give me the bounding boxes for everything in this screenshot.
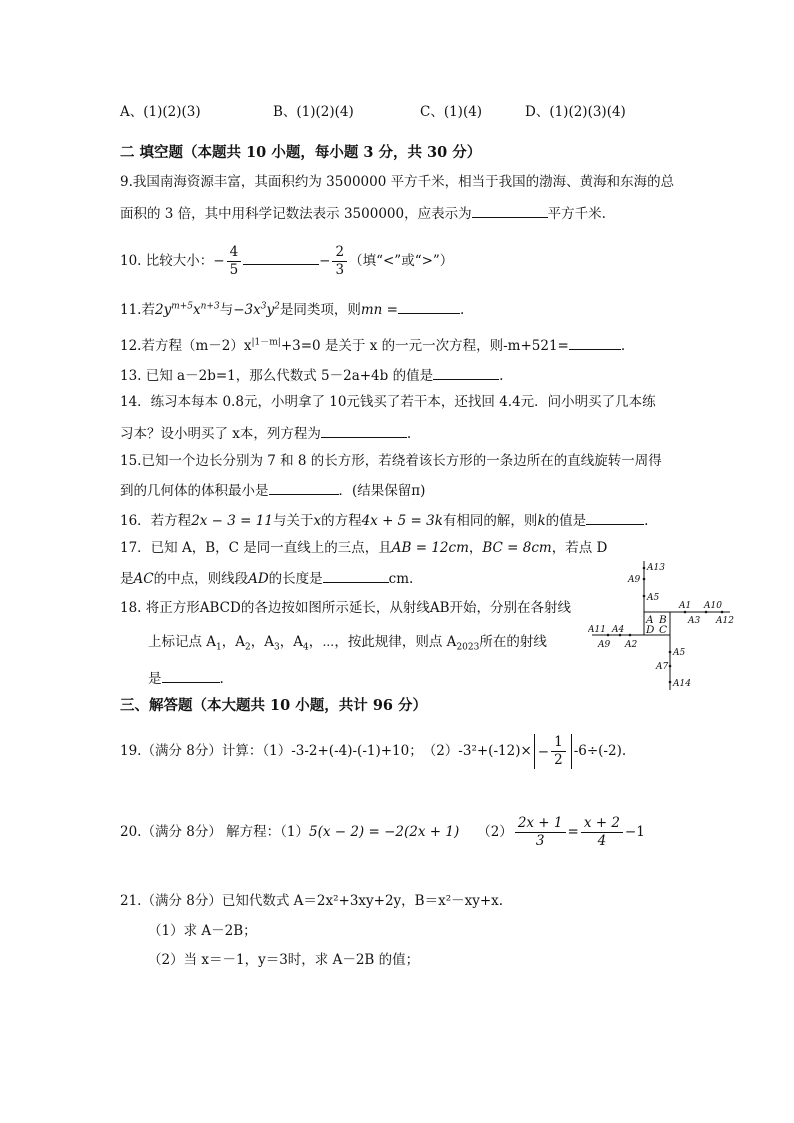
q16-text-d: 有相同的解，则 — [442, 513, 538, 529]
q17-line1 — [120, 538, 607, 558]
q18-period: . — [219, 671, 224, 687]
q17-ac: AC — [133, 571, 154, 587]
q16-equation-2: 4x + 5 = 3k — [361, 513, 443, 529]
option-d: D、(1)(2)(3)(4) — [525, 104, 626, 120]
q16-text-c: 的方程 — [321, 513, 362, 529]
q18-text-e: ，⋯，按此规律，则点 A — [308, 634, 457, 650]
q11-and: 与 — [219, 302, 234, 318]
label-a9: A9 — [598, 640, 611, 650]
q11-term1-x: x — [193, 302, 201, 318]
q20-part2-label: （2） — [477, 824, 513, 840]
q15-text: 到的几何体的体积最小是 — [120, 483, 269, 499]
label-B: B — [659, 614, 667, 626]
q10-hint: （填“<”或“>”） — [349, 253, 454, 269]
q13-period: . — [499, 368, 504, 384]
q10-fraction-1 — [227, 244, 242, 279]
q16-equation-1: 2x − 3 = 11 — [191, 513, 273, 529]
q20-fraction-1 — [515, 815, 566, 850]
q11-text: 是同类项，则 — [279, 302, 361, 318]
q17-ab: AB = 12cm — [391, 540, 469, 556]
q21-line1: 21.（满分 8分）已知代数式 A＝2x²+3xy+2y，B＝x²－xy+x. — [120, 893, 504, 909]
label-a14: A14 — [673, 679, 691, 689]
q20-f2-den: 4 — [597, 833, 607, 849]
q18-sub-1: 1 — [216, 642, 222, 653]
q10-f2-den: 3 — [335, 262, 345, 278]
q17-unit: cm. — [388, 571, 414, 587]
q15-note: ．(结果保留π) — [338, 483, 426, 499]
q19-den: 2 — [554, 752, 563, 768]
q15-line1: 15.已知一个边长分别为 7 和 8 的长方形，若绕着该长方形的一条边所在的直线旋转一周得 — [120, 453, 662, 469]
q18-answer-blank[interactable] — [162, 667, 220, 683]
q10-minus: − — [319, 253, 331, 269]
q10-prefix: 10. 比较大小：− — [120, 253, 225, 269]
q17-text-d: 的中点，则线段 — [153, 571, 249, 587]
section-3-title: 三、解答题（本大题共 10 小题，共计 96 分） — [120, 697, 428, 714]
q14-text: 习本？设小明买了 x本，列方程为 — [120, 426, 321, 442]
q17-text-c: 是 — [120, 571, 134, 587]
q14-period: . — [406, 426, 412, 442]
q14-answer-blank[interactable] — [321, 422, 407, 438]
q19-fraction — [551, 734, 566, 769]
q18-text-c: ，A — [250, 634, 275, 650]
q10-fraction-2 — [332, 244, 347, 279]
q10-answer-blank[interactable] — [243, 249, 319, 265]
q9-answer-blank[interactable] — [472, 202, 548, 218]
label-a5: A5 — [647, 593, 660, 603]
q20-f1-num: 2x + 1 — [515, 815, 566, 833]
q20-line — [120, 812, 645, 852]
q18-text-g: 是 — [148, 671, 162, 687]
q18-line3 — [148, 667, 224, 689]
q12-exponent: |1－m| — [251, 337, 281, 348]
label-a13: A13 — [647, 563, 665, 573]
q20-equation-1: 5(x − 2) = −2(2x + 1) — [308, 824, 460, 840]
option-c: C、(1)(4) — [420, 104, 483, 120]
q10-line — [120, 244, 453, 279]
label-a9-top: A9 — [628, 575, 641, 585]
label-a12: A12 — [716, 616, 734, 626]
q20-minus-one: −1 — [624, 824, 645, 840]
q18-sub-2023: 2023 — [456, 642, 480, 653]
q14-line1: 14．练习本每本 0.8元，小明拿了 10元钱买了若干本，还找回 4.4元．问小明买了几本练 — [120, 394, 656, 410]
q18-sub-3: 3 — [274, 642, 280, 653]
q17-bc: BC = 8cm — [482, 540, 552, 556]
q17-text-a: 17．已知 A，B，C 是同一直线上的三点，且 — [120, 540, 392, 556]
q11-line — [120, 298, 464, 320]
q16-answer-blank[interactable] — [586, 509, 644, 525]
q16-var-k: k — [537, 513, 546, 529]
q11-term1-coef: 2y — [154, 302, 172, 318]
q18-text-b: ，A — [221, 634, 246, 650]
q10-f1-den: 5 — [229, 262, 239, 278]
label-a4: A4 — [612, 625, 625, 635]
q21-line2: （1）求 A－2B； — [148, 923, 257, 939]
q12-answer-blank[interactable] — [569, 334, 621, 350]
q21-line3: （2）当 x＝－1，y＝3时，求 A－2B 的值； — [148, 952, 420, 968]
q11-term1-exp-y: m+5 — [171, 301, 194, 312]
q20-f1-den: 3 — [535, 833, 545, 849]
q11-term2-exp-x: 3 — [260, 301, 267, 312]
q17-text-e: 的长度是 — [268, 571, 323, 587]
q11-term2-exp-y: 2 — [274, 301, 280, 312]
label-a2: A2 — [625, 640, 638, 650]
q16-text-b: 与关于 — [272, 513, 314, 529]
q16-period: . — [644, 513, 649, 529]
q18-line2 — [148, 632, 547, 652]
q9-line2 — [120, 202, 606, 224]
q19-text: 19.（满分 8分）计算：（1）-3-2+(-4)-(-1)+10； （2）-3²+(-12)× — [120, 743, 532, 759]
q20-fraction-2 — [581, 815, 623, 850]
q9-text: 面积的 3 倍，其中用科学记数法表示 3500000，应表示为 — [120, 206, 472, 222]
q11-answer-blank[interactable] — [398, 298, 460, 314]
q17-line2 — [120, 567, 413, 589]
label-a3: A3 — [688, 616, 701, 626]
option-a: A、(1)(2)(3) — [120, 104, 201, 120]
q9-line1: 9.我国南海资源丰富，其面积约为 3500000 平方千米，相当于我国的渤海、黄海和东海的总 — [120, 174, 675, 190]
q9-unit: 平方千米. — [547, 206, 606, 222]
q19-text-end: -6÷(-2). — [573, 743, 627, 759]
q15-line2 — [120, 479, 425, 501]
label-a11: A11 — [588, 625, 606, 635]
q20-equals: = — [567, 824, 579, 840]
choice-options — [120, 102, 626, 122]
q10-f2-num: 2 — [332, 244, 347, 262]
q17-answer-blank[interactable] — [323, 567, 389, 583]
q18-line1: 18. 将正方形ABCD的各边按如图所示延长，从射线AB开始，分别在各射线 — [120, 600, 572, 616]
label-D: D — [646, 624, 655, 636]
q19-num: 1 — [551, 734, 566, 752]
q11-period: . — [459, 302, 465, 318]
label-a1: A1 — [679, 601, 692, 611]
q19-absolute-value — [534, 734, 572, 769]
q11-term2-y: y — [266, 302, 275, 318]
q20-text: 20.（满分 8分） 解方程：（1） — [120, 824, 309, 840]
label-A: A — [646, 614, 654, 626]
label-a10: A10 — [704, 601, 722, 611]
q11-term2-coef: −3x — [233, 302, 261, 318]
label-C: C — [659, 624, 668, 636]
section-2-title: 二 填空题（本题共 10 小题，每小题 3 分，共 30 分） — [120, 144, 482, 161]
q16-var-x: x — [313, 513, 322, 529]
q15-answer-blank[interactable] — [269, 479, 339, 495]
q13-text: 13. 已知 a－2b=1，那么代数式 5－2a+4b 的值是 — [120, 368, 434, 384]
q14-line2 — [120, 422, 411, 444]
option-b: B、(1)(2)(4) — [273, 104, 354, 120]
q20-f2-num: x + 2 — [581, 815, 623, 833]
label-a5-lower: A5 — [673, 648, 686, 658]
q16-prefix: 16．若方程 — [120, 513, 192, 529]
q18-sub-2: 2 — [245, 642, 251, 653]
q11-term1-exp-x: n+3 — [200, 301, 220, 312]
q18-sub-4: 4 — [303, 642, 309, 653]
q11-prefix: 11.若 — [120, 302, 155, 318]
q13-answer-blank[interactable] — [433, 364, 499, 380]
q17-sep: ， — [468, 540, 483, 556]
q12-line — [120, 334, 625, 356]
q19-line — [120, 734, 626, 769]
q10-f1-num: 4 — [227, 244, 242, 262]
q16-line — [120, 509, 648, 531]
q18-text-a: 上标记点 A — [148, 634, 217, 650]
q12-text: +3=0 是关于 x 的一元一次方程，则-m+521= — [280, 338, 569, 354]
q12-period: . — [620, 338, 626, 354]
q18-square-rays-figure — [588, 556, 738, 694]
q16-text-e: 的值是 — [545, 513, 587, 529]
q12-prefix: 12.若方程（m－2）x — [120, 338, 252, 354]
q11-mn: mn = — [360, 302, 398, 318]
q17-text-b: ，若点 D — [551, 540, 608, 556]
label-a7: A7 — [656, 662, 669, 672]
q13-line — [120, 364, 503, 386]
q19-abs-sign: − — [537, 743, 550, 760]
q18-text-d: ，A — [279, 634, 303, 650]
q17-ad: AD — [248, 571, 269, 587]
q18-text-f: 所在的射线 — [479, 634, 547, 650]
